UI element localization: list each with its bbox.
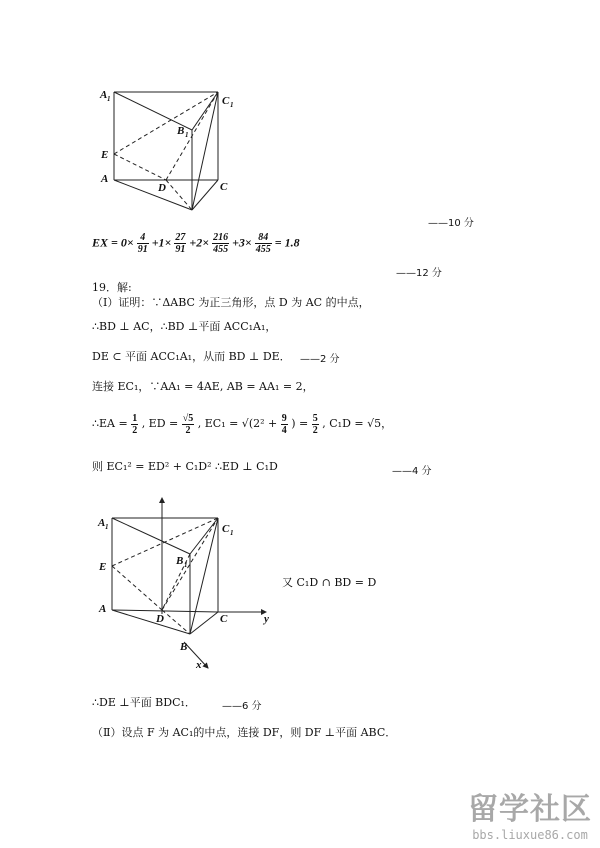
c1d-label: , C₁D = √5， bbox=[322, 417, 393, 430]
score-mark-2: ——2 分 bbox=[300, 354, 340, 365]
ec1-frac: $\frac{9}{4}$ bbox=[281, 412, 287, 436]
ed-frac: $\frac{√5}{2}$ bbox=[182, 412, 194, 436]
ex-frac-4: $\frac{84}{455}$ bbox=[255, 232, 271, 255]
line7-de-perp: ∴DE ⊥平面 BDC₁． bbox=[92, 696, 196, 709]
edge-a-b bbox=[114, 180, 192, 210]
label-b1-sub-2: 1 bbox=[184, 561, 188, 569]
ex-plus-3: +3× bbox=[232, 235, 252, 250]
label-a: A bbox=[101, 173, 109, 185]
ea-frac: $\frac{1}{2}$ bbox=[132, 412, 138, 436]
label-b-2: B bbox=[180, 641, 188, 653]
label-a1: A bbox=[100, 89, 108, 101]
label-c1: C bbox=[222, 95, 230, 107]
ec1-label: , EC₁ = √(2² + bbox=[197, 417, 281, 430]
label-c: C bbox=[220, 181, 228, 193]
ec1-close: ) = bbox=[291, 417, 309, 430]
label-a-2: A bbox=[99, 603, 107, 615]
q19-line2: ∴BD ⊥ AC，∴BD ⊥平面 ACC₁A₁， bbox=[92, 320, 277, 333]
q19-part1-intro: （Ⅰ）证明：∵ΔABC 为正三角形，点 D 为 AC 的中点， bbox=[92, 296, 370, 309]
line-b-c1 bbox=[192, 92, 218, 210]
line-e-d bbox=[114, 154, 166, 180]
score-mark-12: ——12 分 bbox=[396, 268, 442, 279]
label-c1-sub-2: 1 bbox=[230, 529, 234, 537]
ec1-result-frac: $\frac{5}{2}$ bbox=[312, 412, 318, 436]
label-b1-2: B bbox=[176, 555, 184, 567]
q19-line3: DE ⊂ 平面 ACC₁A₁，从而 BD ⊥ DE． bbox=[92, 350, 291, 363]
ex-rhs: = 1.8 bbox=[274, 235, 300, 250]
ed-label: , ED = bbox=[141, 417, 179, 430]
ex-frac-3: $\frac{216}{455}$ bbox=[213, 232, 229, 255]
label-a1-2: A bbox=[98, 517, 106, 529]
label-a1-sub-2: 1 bbox=[105, 523, 109, 531]
score-mark-4: ——4 分 bbox=[392, 466, 432, 477]
expectation-formula bbox=[92, 232, 300, 255]
part2-intro: （Ⅱ）设点 F 为 AC₁的中点，连接 DF，则 DF ⊥平面 ABC． bbox=[92, 726, 397, 739]
ea-label: ∴EA = bbox=[92, 417, 128, 430]
line-e-c1 bbox=[114, 92, 218, 154]
label-b1: B bbox=[177, 125, 185, 137]
q19-line5 bbox=[92, 412, 392, 436]
watermark bbox=[468, 784, 592, 842]
prism-figure-2 bbox=[96, 492, 276, 672]
label-e: E bbox=[101, 149, 109, 161]
label-a1-sub: 1 bbox=[107, 95, 111, 103]
watermark-title: 留学社区 bbox=[468, 792, 592, 827]
watermark-url: bbs.liuxue86.com bbox=[472, 828, 588, 842]
label-x: x bbox=[196, 659, 202, 671]
ex-plus-2: +2× bbox=[189, 235, 210, 250]
ex-plus-1: +1× bbox=[151, 235, 172, 250]
q19-line6: 则 EC₁² = ED² + C₁D² ∴ED ⊥ C₁D bbox=[92, 460, 278, 473]
edge-b-c bbox=[192, 180, 218, 210]
ex-frac-1: $\frac{4}{91}$ bbox=[137, 232, 148, 255]
label-c1-sub: 1 bbox=[230, 101, 234, 109]
score-mark-6: ——6 分 bbox=[222, 701, 262, 712]
line-e-d-2 bbox=[112, 566, 162, 610]
label-c1-2: C bbox=[222, 523, 230, 535]
label-c-2: C bbox=[220, 613, 228, 625]
line-d-b-2 bbox=[162, 610, 190, 634]
q19-line4: 连接 EC₁，∵AA₁ = 4AE, AB = AA₁ = 2， bbox=[92, 380, 314, 393]
label-e-2: E bbox=[99, 561, 107, 573]
ex-frac-2: $\frac{27}{91}$ bbox=[175, 232, 186, 255]
prism-figure-1 bbox=[96, 82, 246, 214]
ex-lhs: EX = 0× bbox=[92, 235, 134, 250]
edge-a-c-2 bbox=[112, 610, 218, 612]
label-d-2: D bbox=[156, 613, 164, 625]
q19-header: 19．解: bbox=[92, 281, 132, 294]
label-b1-sub: 1 bbox=[185, 131, 189, 139]
label-d: D bbox=[158, 182, 166, 194]
score-mark-10: ——10 分 bbox=[428, 218, 474, 229]
figure2-side-note: 又 C₁D ∩ BD = D bbox=[282, 576, 377, 589]
label-y: y bbox=[264, 613, 269, 625]
edge-a-b-2 bbox=[112, 610, 190, 634]
